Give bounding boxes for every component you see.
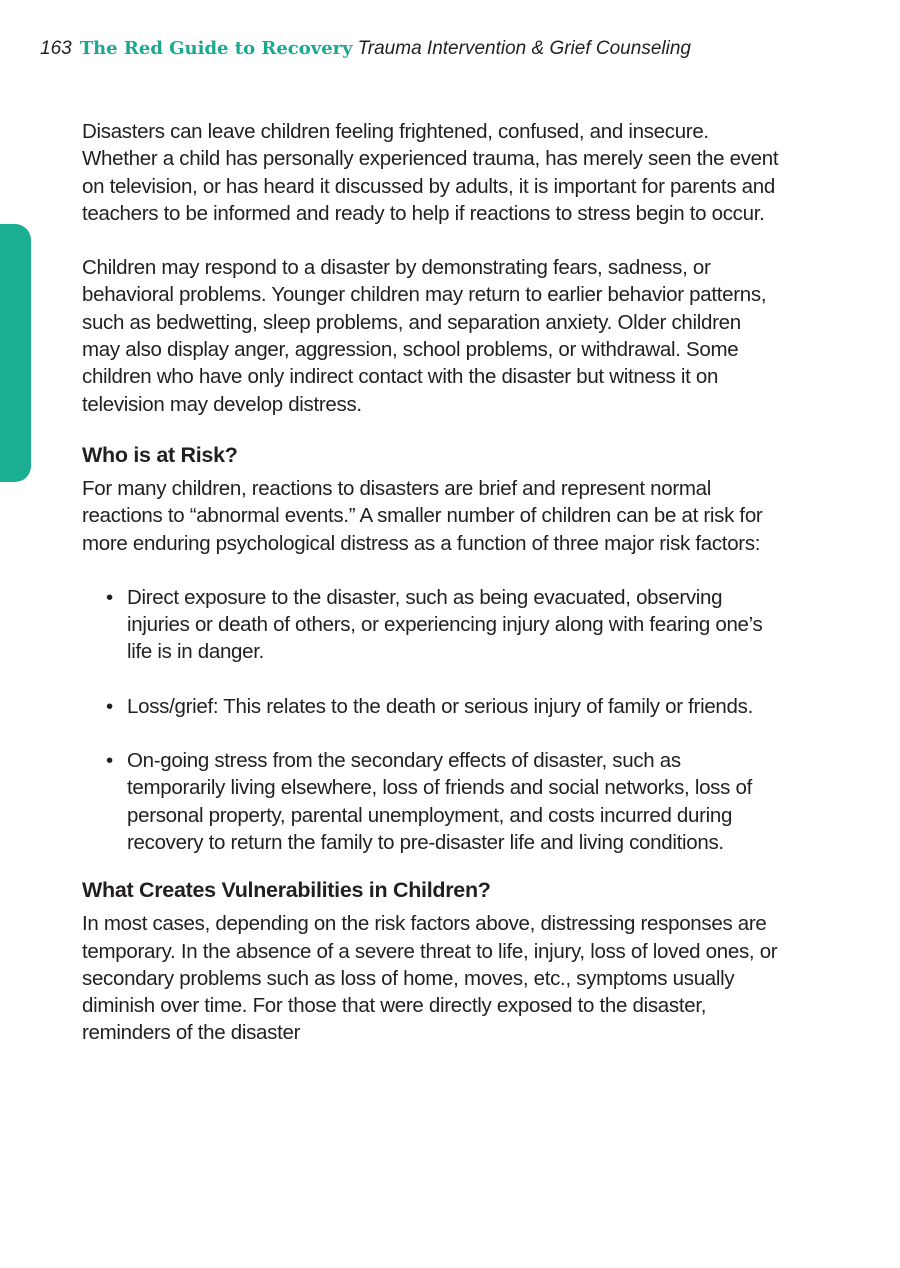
risk-intro-paragraph: For many children, reactions to disasters are brief and represent normal reactions to “abnormal events.” A smaller number of children can be at risk for more enduring psychological distress as a function of three major risk factors: <box>82 476 763 555</box>
section-heading-risk: Who is at Risk? <box>82 442 238 467</box>
vulnerabilities-paragraph: In most cases, depending on the risk factors above, distressing responses are temporary. In the absence of a severe threat to life, injury, loss of loved ones, or secondary problems such as loss of home, moves, etc., symptoms usually diminish over time. For those that were directly exposed to the disaster, reminders of the disaster <box>82 912 778 1045</box>
book-subtitle: Trauma Intervention & Grief Counseling <box>357 38 691 59</box>
bullet-icon: • <box>106 585 113 609</box>
book-title: The Red Guide to Recovery <box>79 38 353 59</box>
running-header <box>40 36 691 62</box>
page-number: 163 <box>40 38 72 59</box>
bullet-icon: • <box>106 749 113 773</box>
chapter-side-tab <box>0 224 31 482</box>
list-item <box>82 747 782 856</box>
risk-factor-list <box>82 584 782 856</box>
intro-paragraph-1: Disasters can leave children feeling frightened, confused, and insecure. Whether a child has personally experienced trauma, has merely seen the event on television, or has heard it discussed by adults, it is important for parents and teachers to be informed and ready to help if reactions to stress begin to occur. <box>82 120 779 225</box>
page-body <box>82 118 782 1047</box>
list-item-text: Loss/grief: This relates to the death or serious injury of family or friends. <box>127 694 753 718</box>
list-item-text: On-going stress from the secondary effects of disaster, such as temporarily living elsewhere, loss of friends and social networks, loss of personal property, parental unemployment, and costs incurred during recovery to return the family to pre-disaster life and living conditions. <box>127 749 752 854</box>
list-item-text: Direct exposure to the disaster, such as being evacuated, observing injuries or death of others, or experiencing injury along with fearing one’s life is in danger. <box>127 585 763 664</box>
bullet-icon: • <box>106 694 113 718</box>
list-item <box>82 693 782 720</box>
list-item <box>82 584 782 666</box>
section-heading-vulnerabilities: What Creates Vulnerabilities in Children? <box>82 878 491 903</box>
intro-paragraph-2: Children may respond to a disaster by demonstrating fears, sadness, or behavioral problems. Younger children may return to earlier behavior patterns, such as bedwetting, sleep problems, and separation anxiety. Older children may also display anger, aggression, school problems, or withdrawal. Some children who have only indirect contact with the disaster but witness it on television may develop distress. <box>82 256 767 416</box>
